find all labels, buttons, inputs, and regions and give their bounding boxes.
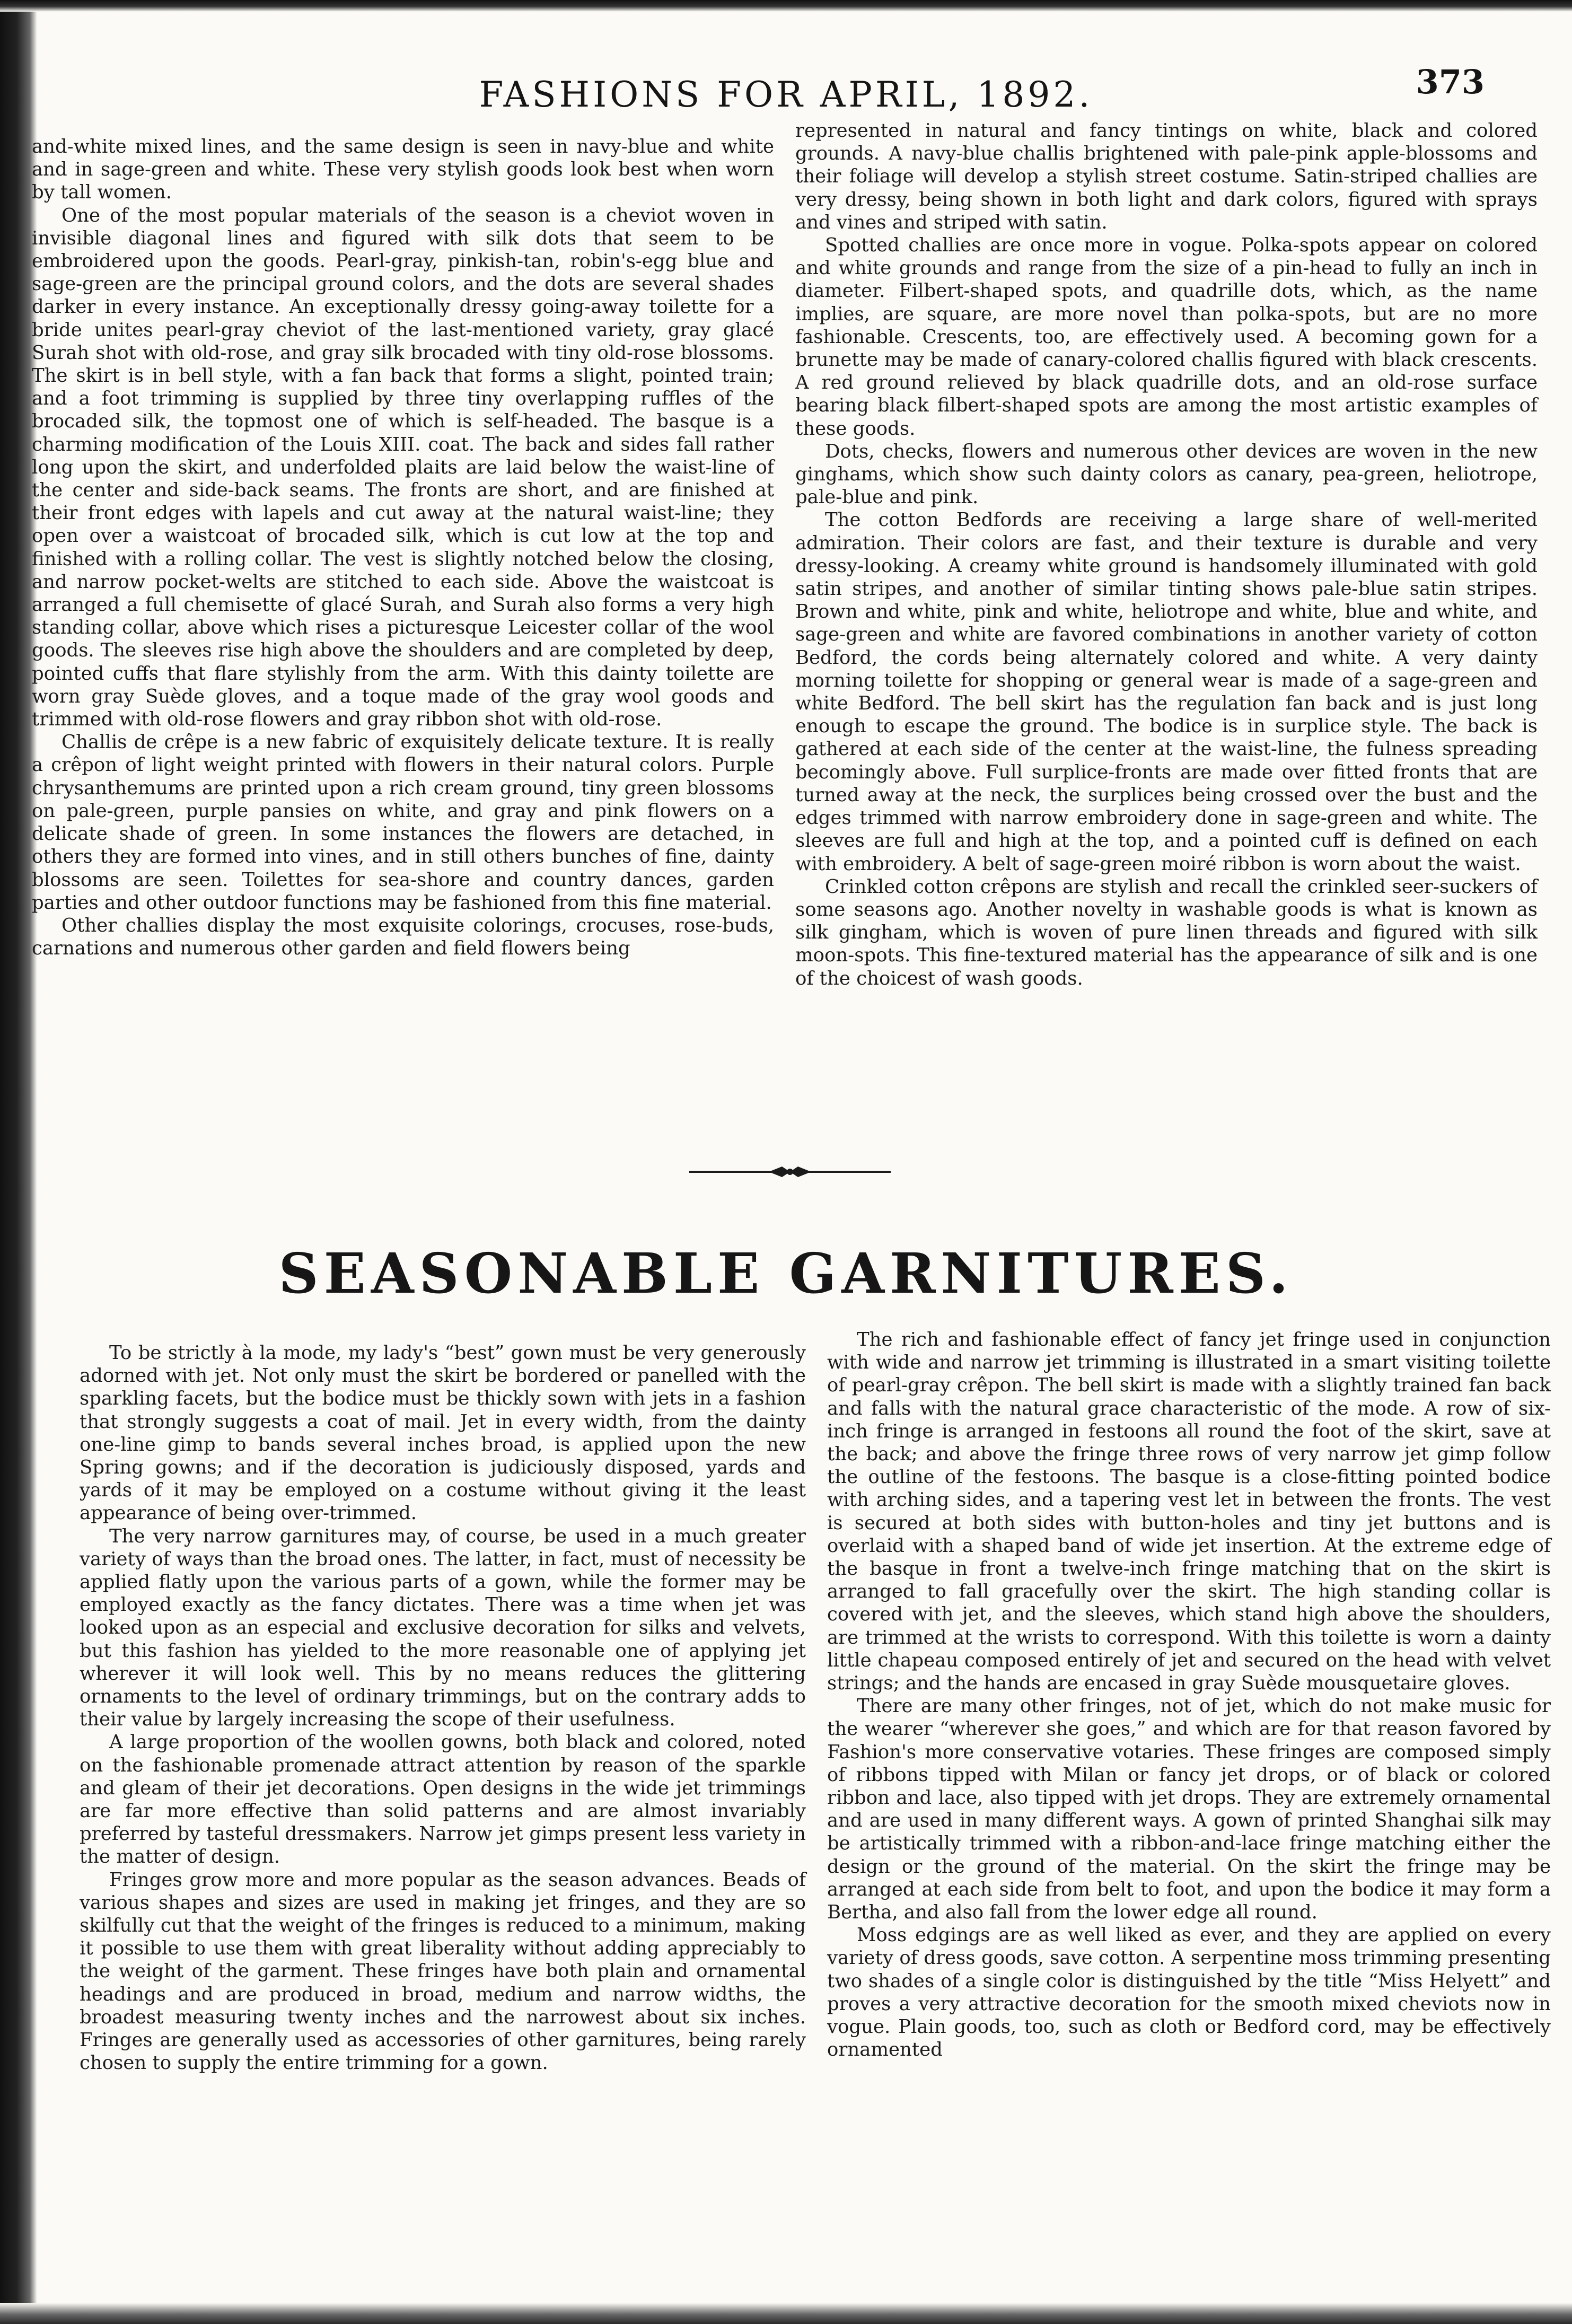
scan-shadow-bottom [0, 2303, 1572, 2324]
bottom-right-column [827, 1328, 1551, 2062]
paragraph: The very narrow garnitures may, of course, be used in a much greater variety of ways than the broad ones. The latter, in fact, must of necessity be applied flatly upon the various parts of a gown, while the former may be employed exactly as the fancy dictates. There was a time when jet was looked upon as an especial and exclusive decoration for silks and velvets, but this fashion has yielded to the more reasonable one of applying jet wherever it will look well. This by no means reduces the glittering ornaments to the level of ordinary trimmings, but on the contrary adds to their value by largely increasing the scope of their usefulness. [80, 1525, 806, 1731]
paragraph: and-white mixed lines, and the same design is seen in navy-blue and white and in sage-green and white. These very stylish goods look best when worn by tall women. [32, 136, 774, 204]
paragraph: Challis de crêpe is a new fabric of exquisitely delicate texture. It is really a crêpon of light weight printed with flowers in their natural colors. Purple chrysanthemums are printed upon a rich cream ground, tiny green blossoms on pale-green, purple pansies on white, and gray and pink flowers on a delicate shade of green. In some instances the flowers are detached, in others they are formed into vines, and in still others bunches of fine, dainty blossoms are seen. Toilettes for sea-shore and country dances, garden parties and other outdoor functions may be fashioned from this fine material. [32, 731, 774, 914]
paragraph: The rich and fashionable effect of fancy jet fringe used in conjunction with wide and narrow jet trimming is illustrated in a smart visiting toilette of pearl-gray crêpon. The bell skirt is made with a slightly trained fan back and falls with the natural grace characteristic of the mode. A row of six-inch fringe is arranged in festoons all round the foot of the skirt, save at the back; and above the fringe three rows of very narrow jet gimp follow the outline of the festoons. The basque is a close-fitting pointed bodice with arching sides, and a tapering vest let in between the fronts. The vest is secured at both sides with button-holes and tiny jet buttons and is overlaid with a shaped band of wide jet insertion. At the extreme edge of the basque in front a twelve-inch fringe matching that on the skirt is arranged to fall gracefully over the skirt. The high standing collar is covered with jet, and the sleeves, which stand high above the shoulders, are trimmed at the wrists to correspond. With this toilette is worn a dainty little chapeau composed entirely of jet and secured on the head with velvet strings; and the hands are encased in gray Suède mousquetaire gloves. [827, 1329, 1551, 1695]
paragraph: There are many other fringes, not of jet, which do not make music for the wearer “wherever she goes,” and which are for that reason favored by Fashion's more conservative votaries. These fringes are composed simply of ribbons tipped with Milan or fancy jet drops, or of black or colored ribbon and lace, also tipped with jet drops. They are extremely ornamental and are used in many different ways. A gown of printed Shanghai silk may be artistically trimmed with a ribbon-and-lace fringe matching either the design or the ground of the material. On the skirt the fringe may be arranged at each side from belt to foot, and upon the bodice it may form a Bertha, and also fall from the lower edge all round. [827, 1695, 1551, 1924]
paragraph: Moss edgings are as well liked as ever, and they are applied on every variety of dress goods, save cotton. A serpentine moss trimming presenting two shades of a single color is distinguished by the title “Miss Helyett” and proves a very attractive decoration for the smooth mixed cheviots now in vogue. Plain goods, too, such as cloth or Bedford cord, may be effectively ornamented [827, 1924, 1551, 2061]
scan-shadow-top [0, 0, 1572, 12]
paragraph: Crinkled cotton crêpons are stylish and recall the crinkled seer-suckers of some seasons ago. Another novelty in washable goods is what is known as silk gingham, which is woven of pure linen threads and figured with silk moon-spots. This fine-textured material has the appearance of silk and is one of the choicest of wash goods. [795, 875, 1538, 989]
divider-ornament [689, 1161, 891, 1182]
paragraph: Spotted challies are once more in vogue. Polka-spots appear on colored and white grounds and range from the size of a pin-head to fully an inch in diameter. Filbert-shaped spots, and quadrille dots, which, as the name implies, are square, are more novel than polka-spots, but are no more fashionable. Crescents, too, are effectively used. A becoming gown for a brunette may be made of canary-colored challis figured with black crescents. A red ground relieved by black quadrille dots, and an old-rose surface bearing black filbert-shaped spots are among the most artistic examples of these goods. [795, 234, 1538, 440]
paragraph: One of the most popular materials of the season is a cheviot woven in invisible diagonal lines and figured with silk dots that seem to be embroidered upon the goods. Pearl-gray, pinkish-tan, robin's-egg blue and sage-green are the principal ground colors, and the dots are several shades darker in every instance. An exceptionally dressy going-away toilette for a bride unites pearl-gray cheviot of the last-mentioned variety, gray glacé Surah shot with old-rose, and gray silk brocaded with tiny old-rose blossoms. The skirt is in bell style, with a fan back that forms a slight, pointed train; and a foot trimming is supplied by three tiny overlapping ruffles of the brocaded silk, the topmost one of which is self-headed. The basque is a charming modification of the Louis XIII. coat. The back and sides fall rather long upon the skirt, and underfolded plaits are laid below the waist-line of the center and side-back seams. The fronts are short, and are finished at their front edges with lapels and cut away at the natural waist-line; they open over a waistcoat of brocaded silk, which is cut low at the top and finished with a rolling collar. The vest is slightly notched below the closing, and narrow pocket-welts are stitched to each side. Above the waistcoat is arranged a full chemisette of glacé Surah, and Surah also forms a very high standing collar, above which rises a picturesque Leicester collar of the wool goods. The sleeves rise high above the shoulders and are completed by deep, pointed cuffs that flare stylishly from the arm. With this dainty toilette are worn gray Suède gloves, and a toque made of the gray wool goods and trimmed with old-rose flowers and gray ribbon shot with old-rose. [32, 204, 774, 731]
paragraph: represented in natural and fancy tintings on white, black and colored grounds. A navy-blue challis brightened with pale-pink apple-blossoms and their foliage will develop a stylish street costume. Satin-striped challies are very dressy, being shown in both light and dark colors, figured with sprays and vines and striped with satin. [795, 120, 1538, 233]
section-title: SEASONABLE GARNITURES. [278, 1241, 1294, 1306]
top-left-column [32, 135, 774, 960]
paragraph: Fringes grow more and more popular as the season advances. Beads of various shapes and sizes are used in making jet fringes, and they are so skilfully cut that the weight of the fringes is reduced to a minimum, making it possible to use them with great liberality without adding appreciably to the weight of the garment. These fringes have both plain and ornamental headings and are produced in broad, medium and narrow widths, the broadest measuring twenty inches and the narrowest about six inches. Fringes are generally used as accessories of other garnitures, being rarely chosen to supply the entire trimming for a gown. [80, 1869, 806, 2074]
running-title: FASHIONS FOR APRIL, 1892. [479, 74, 1093, 115]
paragraph: To be strictly à la mode, my lady's “best” gown must be very generously adorned with jet. Not only must the skirt be bordered or panelled with the sparkling facets, but the bodice must be thickly sown with jets in a fashion that strongly suggests a coat of mail. Jet in every width, from the dainty one-line gimp to bands several inches broad, is applied upon the new Spring gowns; and if the decoration is judiciously disposed, yards and yards of it may be employed on a costume without giving it the least appearance of being over-trimmed. [80, 1342, 806, 1524]
bottom-left-column [80, 1341, 806, 2075]
page-number: 373 [1416, 63, 1485, 101]
paragraph: Other challies display the most exquisite colorings, crocuses, rose-buds, carnations and numerous other garden and field flowers being [32, 914, 774, 960]
top-right-column [795, 119, 1538, 990]
paragraph: The cotton Bedfords are receiving a large share of well-merited admiration. Their colors are fast, and their texture is durable and very dressy-looking. A creamy white ground is handsomely illuminated with gold satin stripes, and another of similar tinting shows pale-blue satin stripes. Brown and white, pink and white, heliotrope and white, blue and white, and sage-green and white are favored combinations in another variety of cotton Bedford, the cords being alternately colored and white. A very dainty morning toilette for shopping or general wear is made of a sage-green and white Bedford. The bell skirt has the regulation fan back and is just long enough to escape the ground. The bodice is in surplice style. The back is gathered at each side of the center at the waist-line, the fulness spreading becomingly above. Full surplice-fronts are made over fitted fronts that are turned away at the neck, the surplices being crossed over the bust and the edges trimmed with narrow embroidery done in sage-green and white. The sleeves are full and high at the top, and a pointed cuff is defined on each with embroidery. A belt of sage-green moiré ribbon is worn about the waist. [795, 509, 1538, 875]
paragraph: Dots, checks, flowers and numerous other devices are woven in the new ginghams, which show such dainty colors as canary, pea-green, heliotrope, pale-blue and pink. [795, 440, 1538, 508]
paragraph: A large proportion of the woollen gowns, both black and colored, noted on the fashionable promenade attract attention by reason of the sparkle and gleam of their jet decorations. Open designs in the wide jet trimmings are far more effective than solid patterns and are almost invariably preferred by tasteful dressmakers. Narrow jet gimps present less variety in the matter of design. [80, 1731, 806, 1868]
